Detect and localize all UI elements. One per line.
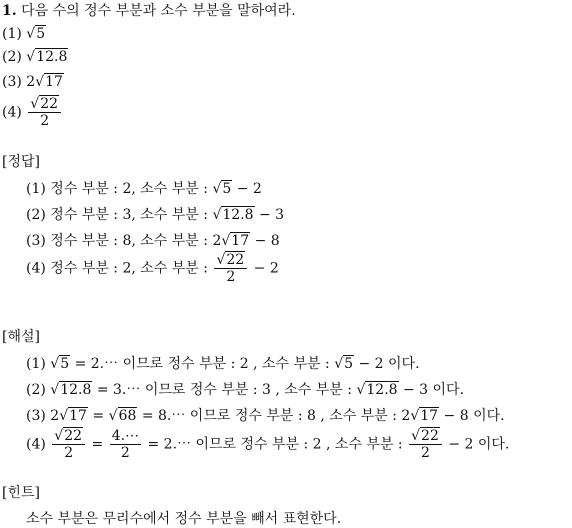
- explanation-text: = 2.⋯ 이므로 정수 부분 : 2 , 소수 부분 :: [147, 436, 403, 453]
- answer-tail: − 2: [253, 260, 279, 277]
- radicand: 22: [40, 96, 59, 112]
- radicand: 68: [118, 408, 137, 424]
- sqrt-symbol: √: [26, 26, 36, 42]
- sqrt-symbol: √: [216, 252, 226, 268]
- sqrt-symbol: √: [35, 74, 45, 90]
- coefficient: 2: [212, 233, 222, 249]
- radicand: 12.8: [60, 382, 92, 398]
- sqrt-symbol: √: [411, 428, 421, 444]
- item-label: (3): [26, 233, 46, 249]
- item-label: (2): [26, 207, 46, 223]
- problem-item-4: [2, 96, 63, 129]
- problem-statement: [2, 2, 296, 20]
- radicand: 17: [69, 408, 87, 424]
- radicand: 5: [36, 26, 46, 42]
- item-label: (4): [2, 104, 22, 121]
- fraction: [28, 96, 61, 129]
- equals: =: [92, 408, 105, 424]
- sqrt-symbol: √: [334, 356, 344, 372]
- explanation-text: = 8.⋯ 이므로 정수 부분 : 8 , 소수 부분 : 2: [141, 408, 411, 424]
- sqrt-symbol: √: [54, 428, 64, 444]
- hint-heading: [힌트]: [2, 485, 40, 501]
- equals: =: [91, 436, 104, 453]
- explanation-item-4: [26, 428, 509, 461]
- fraction: [52, 428, 85, 461]
- radicand: 5: [222, 181, 232, 197]
- radicand: 5: [60, 356, 70, 372]
- explanation-tail: − 2 이다.: [448, 436, 510, 453]
- explanation-item-1: [26, 355, 420, 373]
- denominator: 2: [40, 113, 50, 129]
- radicand: 17: [231, 233, 250, 249]
- explanation-heading: [해설]: [2, 329, 40, 345]
- sqrt-symbol: √: [212, 207, 222, 223]
- explanation-tail: − 3 이다.: [403, 382, 465, 398]
- denominator: 2: [120, 445, 130, 461]
- radicand: 22: [64, 428, 83, 444]
- radicand: 12.8: [222, 207, 254, 223]
- radicand: 22: [421, 428, 439, 444]
- coefficient: 2: [50, 408, 60, 424]
- sqrt-symbol: √: [212, 181, 222, 197]
- answer-heading: [정답]: [2, 154, 40, 170]
- sqrt-symbol: √: [410, 408, 420, 424]
- item-label: (2): [2, 49, 22, 65]
- sqrt-symbol: √: [59, 408, 69, 424]
- sqrt-symbol: √: [26, 49, 36, 65]
- radicand: 17: [420, 408, 439, 424]
- denominator: 2: [64, 445, 74, 461]
- item-label: (3): [2, 74, 22, 90]
- answer-item-4: [26, 252, 279, 285]
- answer-text: 정수 부분 : 3, 소수 부분 :: [50, 207, 208, 223]
- sqrt-symbol: √: [356, 382, 366, 398]
- answer-item-2: [26, 206, 284, 224]
- sqrt-symbol: √: [108, 408, 118, 424]
- explanation-tail: − 2 이다.: [358, 356, 420, 372]
- explanation-text: = 3.⋯ 이므로 정수 부분 : 3 , 소수 부분 :: [96, 382, 352, 398]
- problem-number: 1.: [2, 3, 17, 19]
- item-label: (3): [26, 408, 46, 424]
- fraction: [110, 428, 141, 461]
- answer-tail: − 8: [254, 233, 280, 249]
- explanation-tail: − 8 이다.: [443, 408, 505, 424]
- sqrt-symbol: √: [221, 233, 231, 249]
- hint-text: 소수 부분은 무리수에서 정수 부분을 빼서 표현한다.: [26, 511, 342, 527]
- sqrt-symbol: √: [50, 382, 60, 398]
- problem-text: 다음 수의 정수 부분과 소수 부분을 말하여라.: [21, 3, 296, 19]
- item-label: (4): [26, 436, 46, 453]
- sqrt-symbol: √: [50, 356, 60, 372]
- radicand: 22: [226, 252, 245, 268]
- answer-text: 정수 부분 : 8, 소수 부분 :: [50, 233, 208, 249]
- denominator: 2: [421, 445, 430, 461]
- radicand: 12.8: [366, 382, 398, 398]
- coefficient: 2: [26, 74, 36, 90]
- problem-item-1: [2, 25, 46, 43]
- answer-item-3: [26, 232, 280, 250]
- item-label: (2): [26, 382, 46, 398]
- sqrt-symbol: √: [30, 96, 40, 112]
- fraction: [214, 252, 247, 285]
- numerator: 4.⋯: [111, 428, 140, 444]
- item-label: (1): [26, 356, 46, 372]
- fraction: [409, 428, 442, 461]
- item-label: (1): [26, 181, 46, 197]
- explanation-item-3: [26, 407, 505, 425]
- denominator: 2: [226, 269, 236, 285]
- answer-item-1: [26, 180, 262, 198]
- answer-tail: − 3: [258, 207, 285, 223]
- radicand: 5: [344, 356, 354, 372]
- explanation-text: = 2.⋯ 이므로 정수 부분 : 2 , 소수 부분 :: [74, 356, 330, 372]
- explanation-item-2: [26, 381, 464, 399]
- item-label: (1): [2, 26, 22, 42]
- answer-tail: − 2: [236, 181, 262, 197]
- answer-text: 정수 부분 : 2, 소수 부분 :: [50, 260, 208, 277]
- radicand: 17: [45, 74, 63, 90]
- problem-item-3: [2, 73, 64, 91]
- problem-item-2: [2, 48, 68, 66]
- item-label: (4): [26, 260, 46, 277]
- answer-text: 정수 부분 : 2, 소수 부분 :: [50, 181, 208, 197]
- radicand: 12.8: [36, 49, 68, 65]
